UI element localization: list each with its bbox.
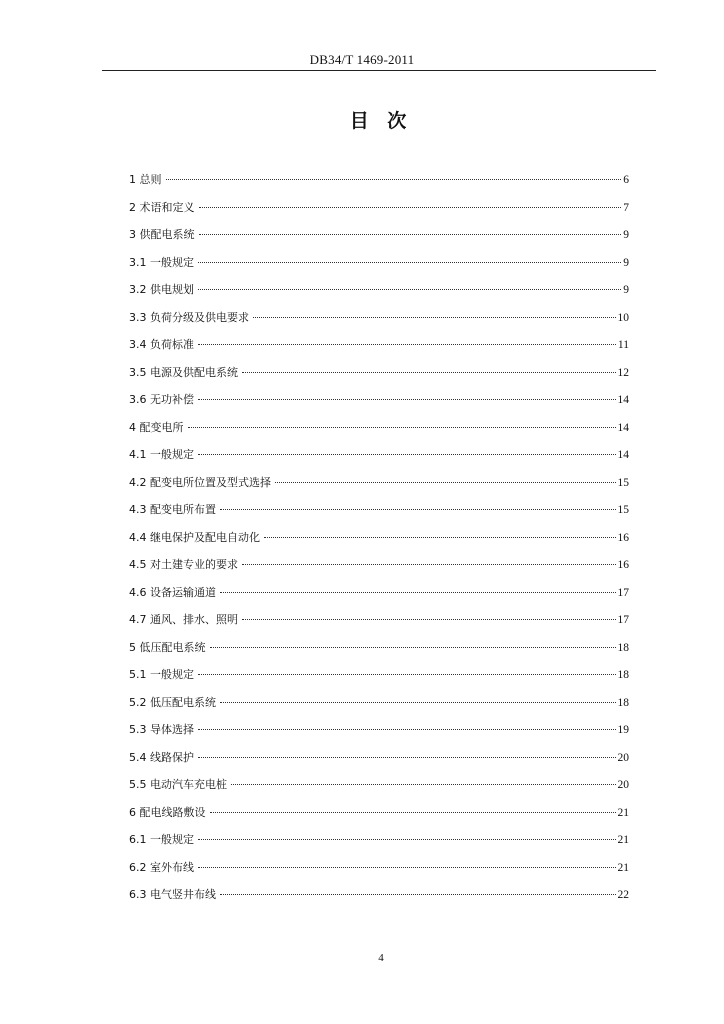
toc-entry-label: 4.7 通风、排水、照明 bbox=[129, 613, 238, 626]
toc-leader-dots bbox=[198, 729, 616, 730]
toc-entry-label: 5.2 低压配电系统 bbox=[129, 695, 216, 709]
toc-leader-dots bbox=[210, 647, 616, 648]
toc-leader-dots bbox=[220, 509, 616, 510]
toc-entry-page: 21 bbox=[617, 806, 629, 819]
toc-entry-label: 6 配电线路敷设 bbox=[129, 805, 206, 819]
toc-leader-dots bbox=[199, 207, 622, 208]
toc-leader-dots bbox=[242, 619, 616, 620]
toc-entry-page: 11 bbox=[617, 339, 629, 351]
toc-entry-label: 3.3 负荷分级及供电要求 bbox=[129, 310, 249, 324]
toc-entry bbox=[129, 446, 629, 474]
toc-entry-label: 4.4 继电保护及配电自动化 bbox=[129, 530, 260, 544]
toc-entry-label: 3 供配电系统 bbox=[129, 228, 195, 241]
toc-leader-dots bbox=[198, 289, 621, 290]
header-divider bbox=[102, 70, 656, 71]
toc-entry-page: 17 bbox=[617, 586, 629, 599]
toc-entry-page: 20 bbox=[617, 779, 629, 791]
toc-entry bbox=[129, 474, 629, 502]
toc-leader-dots bbox=[220, 592, 616, 593]
toc-entry bbox=[129, 859, 629, 887]
toc-entry bbox=[129, 584, 629, 612]
toc-entry-page: 12 bbox=[617, 366, 629, 379]
toc-entry bbox=[129, 391, 629, 419]
toc-entry-page: 21 bbox=[617, 861, 629, 874]
toc-entry bbox=[129, 611, 629, 639]
toc-entry-page: 6 bbox=[623, 174, 629, 186]
toc-entry bbox=[129, 556, 629, 584]
toc-entry-label: 4.2 配变电所位置及型式选择 bbox=[129, 475, 271, 489]
toc-leader-dots bbox=[242, 372, 616, 373]
toc-entry-label: 3.2 供电规划 bbox=[129, 283, 194, 296]
toc-entry-label: 5.3 导体选择 bbox=[129, 723, 194, 736]
toc-entry-label: 5.5 电动汽车充电桩 bbox=[129, 778, 227, 791]
toc-entry-page: 14 bbox=[617, 394, 629, 406]
toc-title: 目 次 bbox=[349, 110, 413, 132]
toc-leader-dots bbox=[210, 812, 616, 813]
toc-leader-dots bbox=[198, 674, 616, 675]
toc-entry bbox=[129, 336, 629, 364]
toc-entry bbox=[129, 501, 629, 529]
page-number: 4 bbox=[378, 952, 384, 964]
toc-entry bbox=[129, 886, 629, 914]
toc-leader-dots bbox=[253, 317, 616, 318]
toc-entry-page: 9 bbox=[623, 284, 629, 296]
toc-entry-label: 3.5 电源及供配电系统 bbox=[129, 365, 238, 379]
toc-entry bbox=[129, 281, 629, 309]
toc-entry-label: 4.3 配变电所布置 bbox=[129, 503, 216, 516]
toc-leader-dots bbox=[242, 564, 616, 565]
toc-entry-label: 5 低压配电系统 bbox=[129, 640, 206, 654]
toc-entry bbox=[129, 639, 629, 667]
toc-entry bbox=[129, 309, 629, 337]
toc-leader-dots bbox=[198, 839, 616, 840]
toc-leader-dots bbox=[220, 894, 616, 895]
toc-leader-dots bbox=[264, 537, 616, 538]
toc-entry bbox=[129, 721, 629, 749]
toc-entry-page: 15 bbox=[617, 476, 629, 489]
toc-entry bbox=[129, 831, 629, 859]
toc-leader-dots bbox=[231, 784, 616, 785]
toc-entry bbox=[129, 226, 629, 254]
toc-entry-label: 3.4 负荷标准 bbox=[129, 338, 194, 351]
toc-entry-page: 22 bbox=[617, 889, 629, 901]
toc-leader-dots bbox=[198, 454, 616, 455]
toc-entry-page: 18 bbox=[617, 696, 629, 709]
toc-entry bbox=[129, 776, 629, 804]
toc-entry-label: 4.1 一般规定 bbox=[129, 448, 194, 461]
toc-entry-label: 2 术语和定义 bbox=[129, 200, 195, 214]
toc-entry-page: 14 bbox=[617, 421, 629, 434]
toc-entry-label: 3.1 一般规定 bbox=[129, 255, 194, 269]
toc-entry-page: 9 bbox=[623, 256, 629, 269]
toc-entry-page: 14 bbox=[617, 449, 629, 461]
toc-entry-page: 9 bbox=[623, 229, 629, 241]
toc-entry bbox=[129, 666, 629, 694]
toc-entry-label: 6.2 室外布线 bbox=[129, 860, 194, 874]
toc-entry-label: 3.6 无功补偿 bbox=[129, 393, 194, 406]
toc-leader-dots bbox=[199, 234, 622, 235]
toc-leader-dots bbox=[198, 262, 621, 263]
toc-entry-page: 16 bbox=[617, 531, 629, 544]
toc-leader-dots bbox=[198, 867, 616, 868]
toc-entry bbox=[129, 419, 629, 447]
toc-entry-label: 4 配变电所 bbox=[129, 420, 184, 434]
toc-leader-dots bbox=[220, 702, 616, 703]
toc-entry bbox=[129, 254, 629, 282]
toc-leader-dots bbox=[275, 482, 616, 483]
toc-entry-label: 1 总则 bbox=[129, 173, 162, 186]
toc-entry-label: 5.1 一般规定 bbox=[129, 668, 194, 681]
toc-entry bbox=[129, 804, 629, 832]
toc-leader-dots bbox=[166, 179, 622, 180]
toc-entry-page: 17 bbox=[617, 614, 629, 626]
toc-entry-label: 6.3 电气竖井布线 bbox=[129, 888, 216, 901]
toc-leader-dots bbox=[198, 344, 616, 345]
toc-entry bbox=[129, 749, 629, 777]
toc-entry-page: 10 bbox=[617, 311, 629, 324]
toc-leader-dots bbox=[188, 427, 616, 428]
toc-entry-page: 15 bbox=[617, 504, 629, 516]
toc-entry-label: 5.4 线路保护 bbox=[129, 750, 194, 764]
toc-entry-page: 18 bbox=[617, 641, 629, 654]
toc-entry-label: 4.5 对土建专业的要求 bbox=[129, 558, 238, 571]
toc-leader-dots bbox=[198, 399, 616, 400]
toc-entry-page: 19 bbox=[617, 724, 629, 736]
toc-entry-page: 16 bbox=[617, 559, 629, 571]
toc-entry-page: 18 bbox=[617, 669, 629, 681]
document-header-code: DB34/T 1469-2011 bbox=[309, 52, 415, 67]
toc-entry bbox=[129, 199, 629, 227]
toc-entry-page: 20 bbox=[617, 751, 629, 764]
toc-entry bbox=[129, 171, 629, 199]
toc-entry-page: 7 bbox=[623, 201, 629, 214]
toc-entry bbox=[129, 364, 629, 392]
toc-entry-label: 6.1 一般规定 bbox=[129, 833, 194, 846]
toc-entry bbox=[129, 529, 629, 557]
toc-entry-page: 21 bbox=[617, 834, 629, 846]
toc-leader-dots bbox=[198, 757, 616, 758]
toc-entry bbox=[129, 694, 629, 722]
table-of-contents bbox=[129, 171, 629, 914]
toc-entry-label: 4.6 设备运输通道 bbox=[129, 585, 216, 599]
